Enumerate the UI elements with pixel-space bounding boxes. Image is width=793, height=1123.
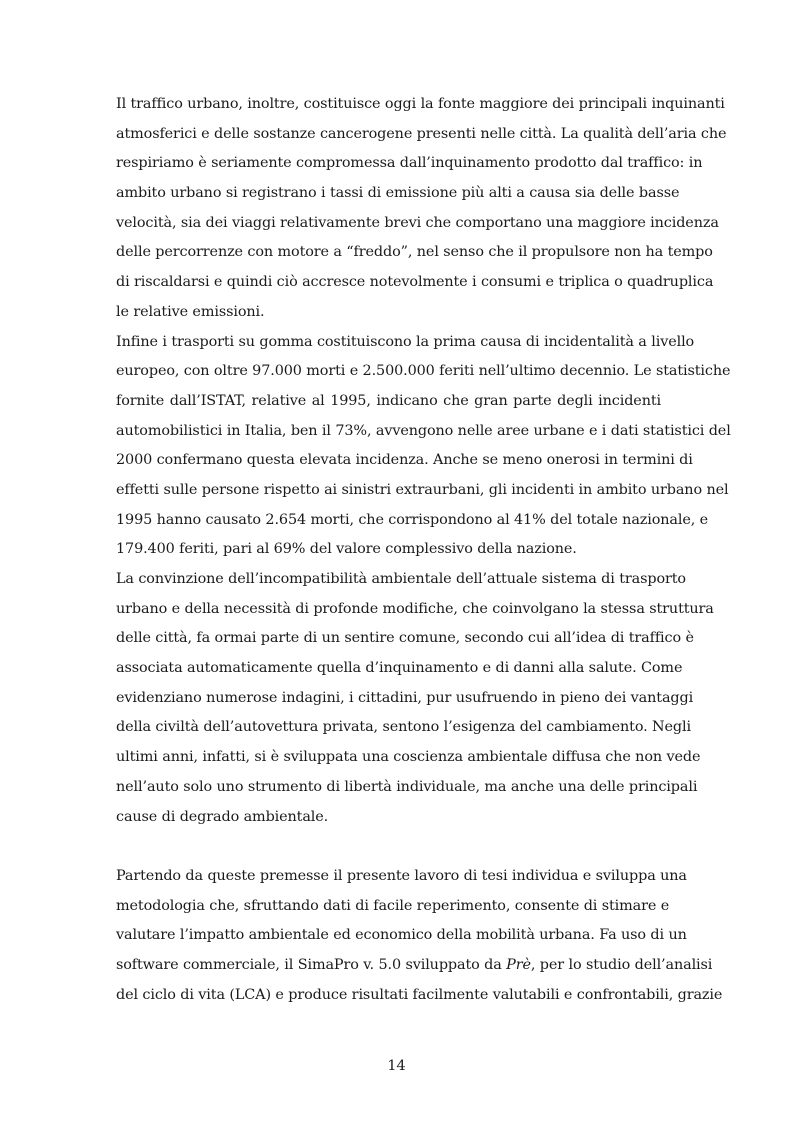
text-line: delle percorrenze con motore a “freddo”, nel senso che il propulsore non ha tempo — [116, 244, 713, 261]
text-line: atmosferici e delle sostanze cancerogene presenti nelle città. La qualità dell’aria che — [116, 125, 727, 142]
text-line: europeo, con oltre 97.000 morti e 2.500.000 feriti nell’ultimo decennio. Le statistiche — [116, 363, 731, 380]
text-line: metodologia che, sfruttando dati di facile reperimento, consente di stimare e — [116, 897, 670, 914]
text-line: ambito urbano si registrano i tassi di emissione più alti a causa sia delle basse — [116, 185, 680, 202]
text-line: Il traffico urbano, inoltre, costituisce oggi la fonte maggiore dei principali inquinanti — [116, 96, 725, 112]
text-line: Infine i trasporti su gomma costituiscono la prima causa di incidentalità a livello — [116, 333, 695, 350]
text-line: 179.400 feriti, pari al 69% del valore complessivo della nazione. — [116, 541, 577, 558]
text-line: effetti sulle persone rispetto ai sinistri extraurbani, gli incidenti in ambito urbano nel — [116, 481, 729, 498]
text-line — [116, 951, 713, 981]
text-line: associata automaticamente quella d’inquinamento e di danni alla salute. Come — [116, 660, 683, 677]
text-line: della civiltà dell’autovettura privata, sentono l’esigenza del cambiamento. Negli — [116, 719, 691, 736]
text-line: Partendo da queste premesse il presente lavoro di tesi individua e sviluppa una — [116, 867, 687, 884]
text-line: urbano e della necessità di profonde modifiche, che coinvolgano la stessa struttura — [116, 600, 714, 617]
italic-company-name: Prè — [506, 956, 531, 973]
paragraph-traffic-pollution — [116, 90, 727, 328]
text-line: fornite dall’ISTAT, relative al 1995, indicano che gran parte degli incidenti — [116, 392, 661, 409]
text-line: delle città, fa ormai parte di un sentire comune, secondo cui all’idea di traffico è — [116, 630, 694, 647]
text-fragment: , per lo studio dell’analisi — [530, 956, 713, 973]
paragraph-environmental-awareness — [116, 565, 714, 832]
text-line: evidenziano numerose indagini, i cittadini, pur usufruendo in pieno dei vantaggi — [116, 689, 694, 706]
text-line: cause di degrado ambientale. — [116, 808, 329, 825]
paragraph-spacer — [116, 832, 661, 862]
text-line: valutare l’impatto ambientale ed economico della mobilità urbana. Fa uso di un — [116, 927, 687, 944]
text-line: di riscaldarsi e quindi ciò accresce notevolmente i consumi e triplica o quadruplica — [116, 274, 714, 291]
text-line: 1995 hanno causato 2.654 morti, che corrispondono al 41% del totale nazionale, e — [116, 511, 709, 528]
text-line: respiriamo è seriamente compromessa dall’inquinamento prodotto dal traffico: in — [116, 155, 703, 172]
text-line: La convinzione dell’incompatibilità ambientale dell’attuale sistema di trasporto — [116, 571, 686, 587]
text-line: nell’auto solo uno strumento di libertà individuale, ma anche una delle principali — [116, 778, 698, 795]
text-line: velocità, sia dei viaggi relativamente brevi che comportano una maggiore incidenza — [116, 214, 719, 231]
page-number: 14 — [387, 1058, 406, 1074]
paragraph-thesis-methodology — [116, 862, 723, 1010]
text-line: 2000 confermano questa elevata incidenza. Anche se meno onerosi in termini di — [116, 452, 693, 469]
text-fragment: software commerciale, il SimaPro v. 5.0 sviluppato da — [116, 956, 507, 973]
text-line: ultimi anni, infatti, si è sviluppata una coscienza ambientale diffusa che non vede — [116, 749, 701, 766]
paragraph-road-accidents — [116, 328, 731, 566]
text-line: del ciclo di vita (LCA) e produce risultati facilmente valutabili e confrontabili, grazie — [116, 986, 723, 1003]
body-text — [116, 90, 731, 1010]
text-line: le relative emissioni. — [116, 303, 265, 320]
text-line: automobilistici in Italia, ben il 73%, avvengono nelle aree urbane e i dati statistici del — [116, 422, 731, 439]
